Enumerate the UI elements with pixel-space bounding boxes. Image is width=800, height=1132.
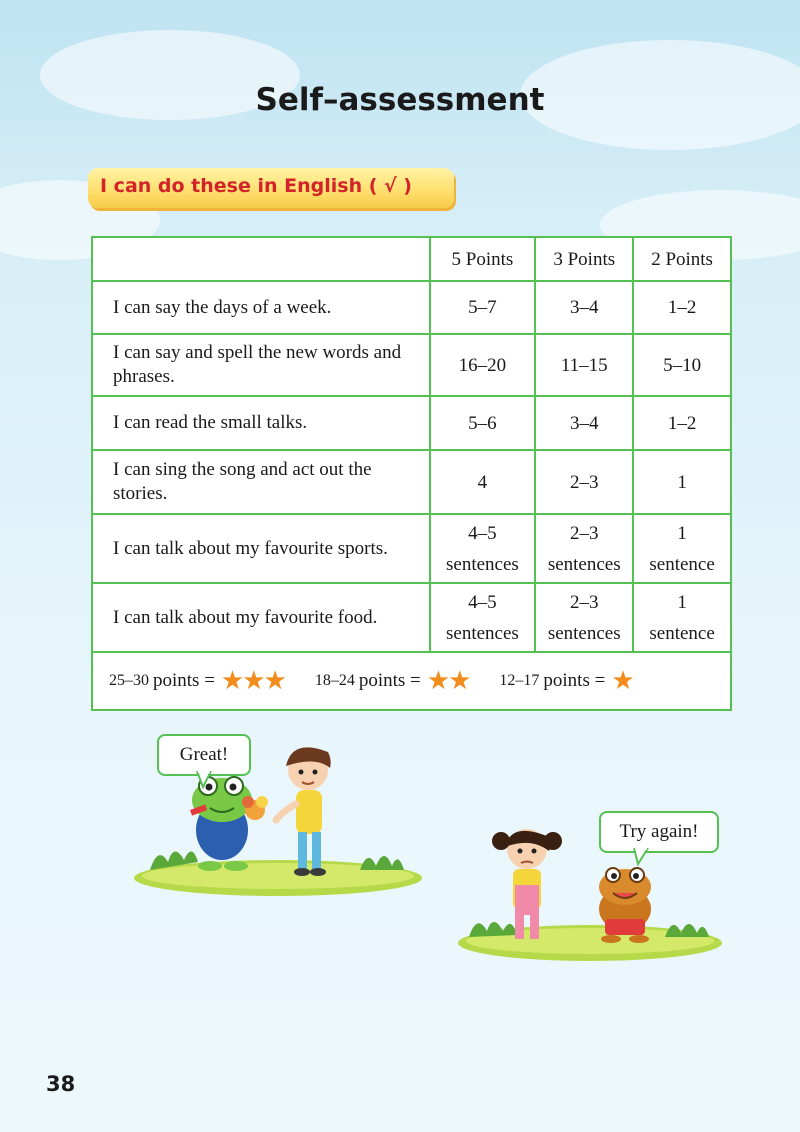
value-cell: 11–15: [535, 334, 633, 396]
value-cell: 1: [633, 450, 731, 514]
speech-bubble-tail: [195, 771, 215, 791]
value-cell: [633, 514, 731, 583]
task-cell: I can sing the song and act out the stories.: [92, 450, 430, 514]
value-cell: 2–3: [535, 450, 633, 514]
task-cell: I can say and spell the new words and phrases.: [92, 334, 430, 396]
speech-bubble-text: Try again!: [619, 821, 699, 842]
legend-range: 12–17: [499, 672, 540, 689]
legend-item-one-star: [499, 666, 632, 696]
task-cell: I can read the small talks.: [92, 396, 430, 450]
speech-bubble-text: Great!: [179, 744, 229, 765]
assessment-table: [91, 236, 732, 711]
star-rating-icon: ★★★: [220, 666, 285, 696]
section-banner-label: I can do these in English ( √ ): [100, 175, 412, 197]
value-cell: 3–4: [535, 281, 633, 334]
speech-bubble-great: [157, 734, 251, 776]
header-cell: 3 Points: [535, 237, 633, 281]
legend-label: points =: [358, 670, 421, 691]
value-line: 1: [677, 522, 687, 544]
star-rating-icon: ★: [611, 666, 633, 696]
task-cell: I can talk about my favourite food.: [92, 583, 430, 652]
value-cell: 5–6: [430, 396, 536, 450]
value-cell: [535, 583, 633, 652]
legend-label: points =: [543, 670, 606, 691]
table-row: [92, 281, 731, 334]
star-rating-icon: ★★: [426, 666, 470, 696]
value-line: sentences: [446, 553, 519, 575]
value-cell: [535, 514, 633, 583]
table-row: [92, 450, 731, 514]
table-header-row: [92, 237, 731, 281]
table-row: [92, 583, 731, 652]
value-line: sentences: [547, 553, 621, 575]
table-row: [92, 514, 731, 583]
value-line: 1: [677, 591, 687, 613]
value-cell: 3–4: [535, 396, 633, 450]
header-cell: 2 Points: [633, 237, 731, 281]
value-line: 4–5: [468, 522, 497, 544]
legend-row: [92, 652, 731, 710]
page-title: Self–assessment: [255, 82, 545, 118]
legend-cell: [92, 652, 731, 710]
value-cell: 5–7: [430, 281, 536, 334]
score-legend: [109, 653, 730, 709]
speech-bubble-tail: [632, 848, 652, 868]
table-row: [92, 396, 731, 450]
task-cell: I can say the days of a week.: [92, 281, 430, 334]
page-number: 38: [46, 1072, 76, 1096]
value-line: sentence: [649, 553, 715, 575]
value-line: sentences: [446, 622, 519, 644]
header-cell: [92, 237, 430, 281]
value-cell: 1–2: [633, 281, 731, 334]
legend-item-two-stars: [315, 666, 470, 696]
legend-range: 25–30: [109, 672, 149, 689]
value-cell: 1–2: [633, 396, 731, 450]
value-line: 2–3: [569, 522, 599, 544]
value-line: 4–5: [468, 591, 497, 613]
value-line: 2–3: [569, 591, 599, 613]
legend-label: points =: [153, 670, 215, 691]
value-cell: 5–10: [633, 334, 731, 396]
value-cell: [633, 583, 731, 652]
value-cell: [430, 514, 536, 583]
legend-range: 18–24: [314, 672, 355, 689]
table-row: [92, 334, 731, 396]
value-line: sentences: [547, 622, 621, 644]
legend-item-three-stars: [109, 666, 285, 696]
value-cell: [430, 583, 536, 652]
task-cell: I can talk about my favourite sports.: [92, 514, 430, 583]
header-cell: 5 Points: [430, 237, 536, 281]
value-cell: 16–20: [430, 334, 536, 396]
speech-bubble-try-again: [599, 811, 719, 853]
value-line: sentence: [649, 622, 715, 644]
value-cell: 4: [430, 450, 536, 514]
section-banner: [88, 168, 454, 208]
